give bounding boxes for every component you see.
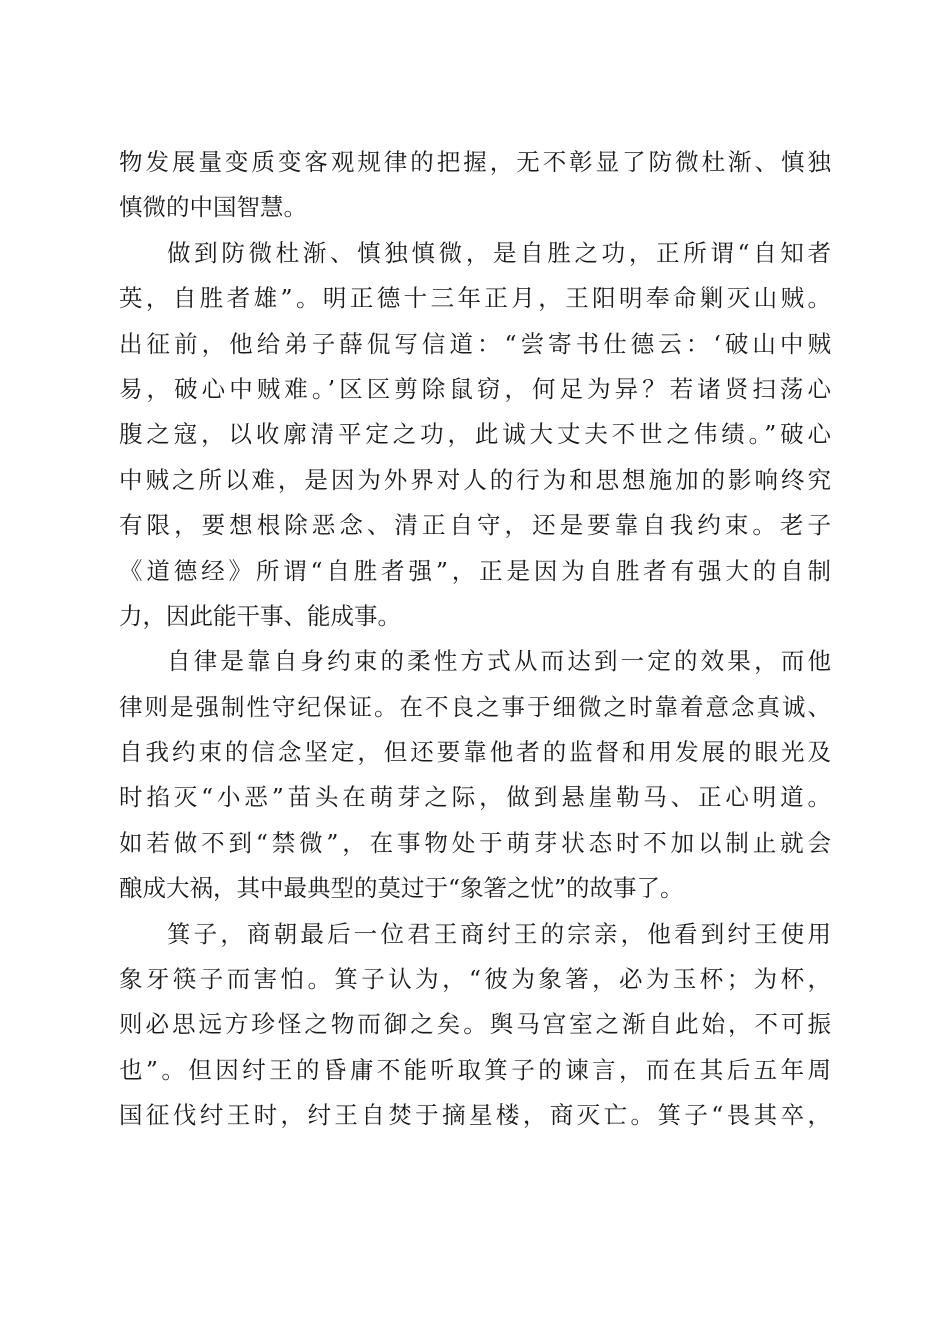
text-line: 也”。但因纣王的昏庸不能听取箕子的谏言，而在其后五年周 — [119, 1055, 831, 1084]
text-line: 腹之寇，以收廓清平定之功，此诚大丈夫不世之伟绩。”破心 — [119, 420, 831, 449]
text-line: 力，因此能干事、能成事。 — [119, 601, 401, 630]
text-line: 慎微的中国智慧。 — [119, 193, 307, 222]
text-line: 出征前，他给弟子薛侃写信道：“尝寄书仕德云：‘破山中贼 — [119, 329, 831, 358]
text-line: 《道德经》所谓“自胜者强”，正是因为自胜者有强大的自制 — [119, 556, 831, 585]
text-line: 中贼之所以难，是因为外界对人的行为和思想施加的影响终究 — [119, 465, 831, 494]
text-line: 国征伐纣王时，纣王自焚于摘星楼，商灭亡。箕子“畏其卒， — [119, 1101, 831, 1130]
text-line: 自我约束的信念坚定，但还要靠他者的监督和用发展的眼光及 — [119, 738, 831, 767]
text-line: 易，破心中贼难。’区区剪除鼠窃，何足为异？若诸贤扫荡心 — [119, 374, 831, 403]
text-line: 英，自胜者雄”。明正德十三年正月，王阳明奉命剿灭山贼。 — [119, 284, 831, 313]
text-line: 时掐灭“小恶”苗头在萌芽之际，做到悬崖勒马、正心明道。 — [119, 783, 831, 812]
text-line: 酿成大祸，其中最典型的莫过于“象箸之忧”的故事了。 — [119, 874, 684, 903]
text-line: 如若做不到“禁微”，在事物处于萌芽状态时不加以制止就会 — [119, 828, 831, 857]
text-line: 做到防微杜渐、慎独慎微，是自胜之功，正所谓“自知者 — [167, 238, 831, 267]
document-body — [119, 140, 831, 1139]
text-line: 自律是靠自身约束的柔性方式从而达到一定的效果，而他 — [167, 647, 831, 676]
text-line: 律则是强制性守纪保证。在不良之事于细微之时靠着意念真诚、 — [119, 692, 831, 721]
text-line: 象牙筷子而害怕。箕子认为，“彼为象箸，必为玉杯；为杯， — [119, 965, 831, 994]
text-line: 有限，要想根除恶念、清正自守，还是要靠自我约束。老子 — [119, 511, 831, 540]
text-line: 则必思远方珍怪之物而御之矣。舆马宫室之渐自此始，不可振 — [119, 1010, 831, 1039]
text-line: 物发展量变质变客观规律的把握，无不彰显了防微杜渐、慎独 — [119, 148, 831, 176]
text-line: 箕子，商朝最后一位君王商纣王的宗亲，他看到纣王使用 — [167, 919, 831, 948]
